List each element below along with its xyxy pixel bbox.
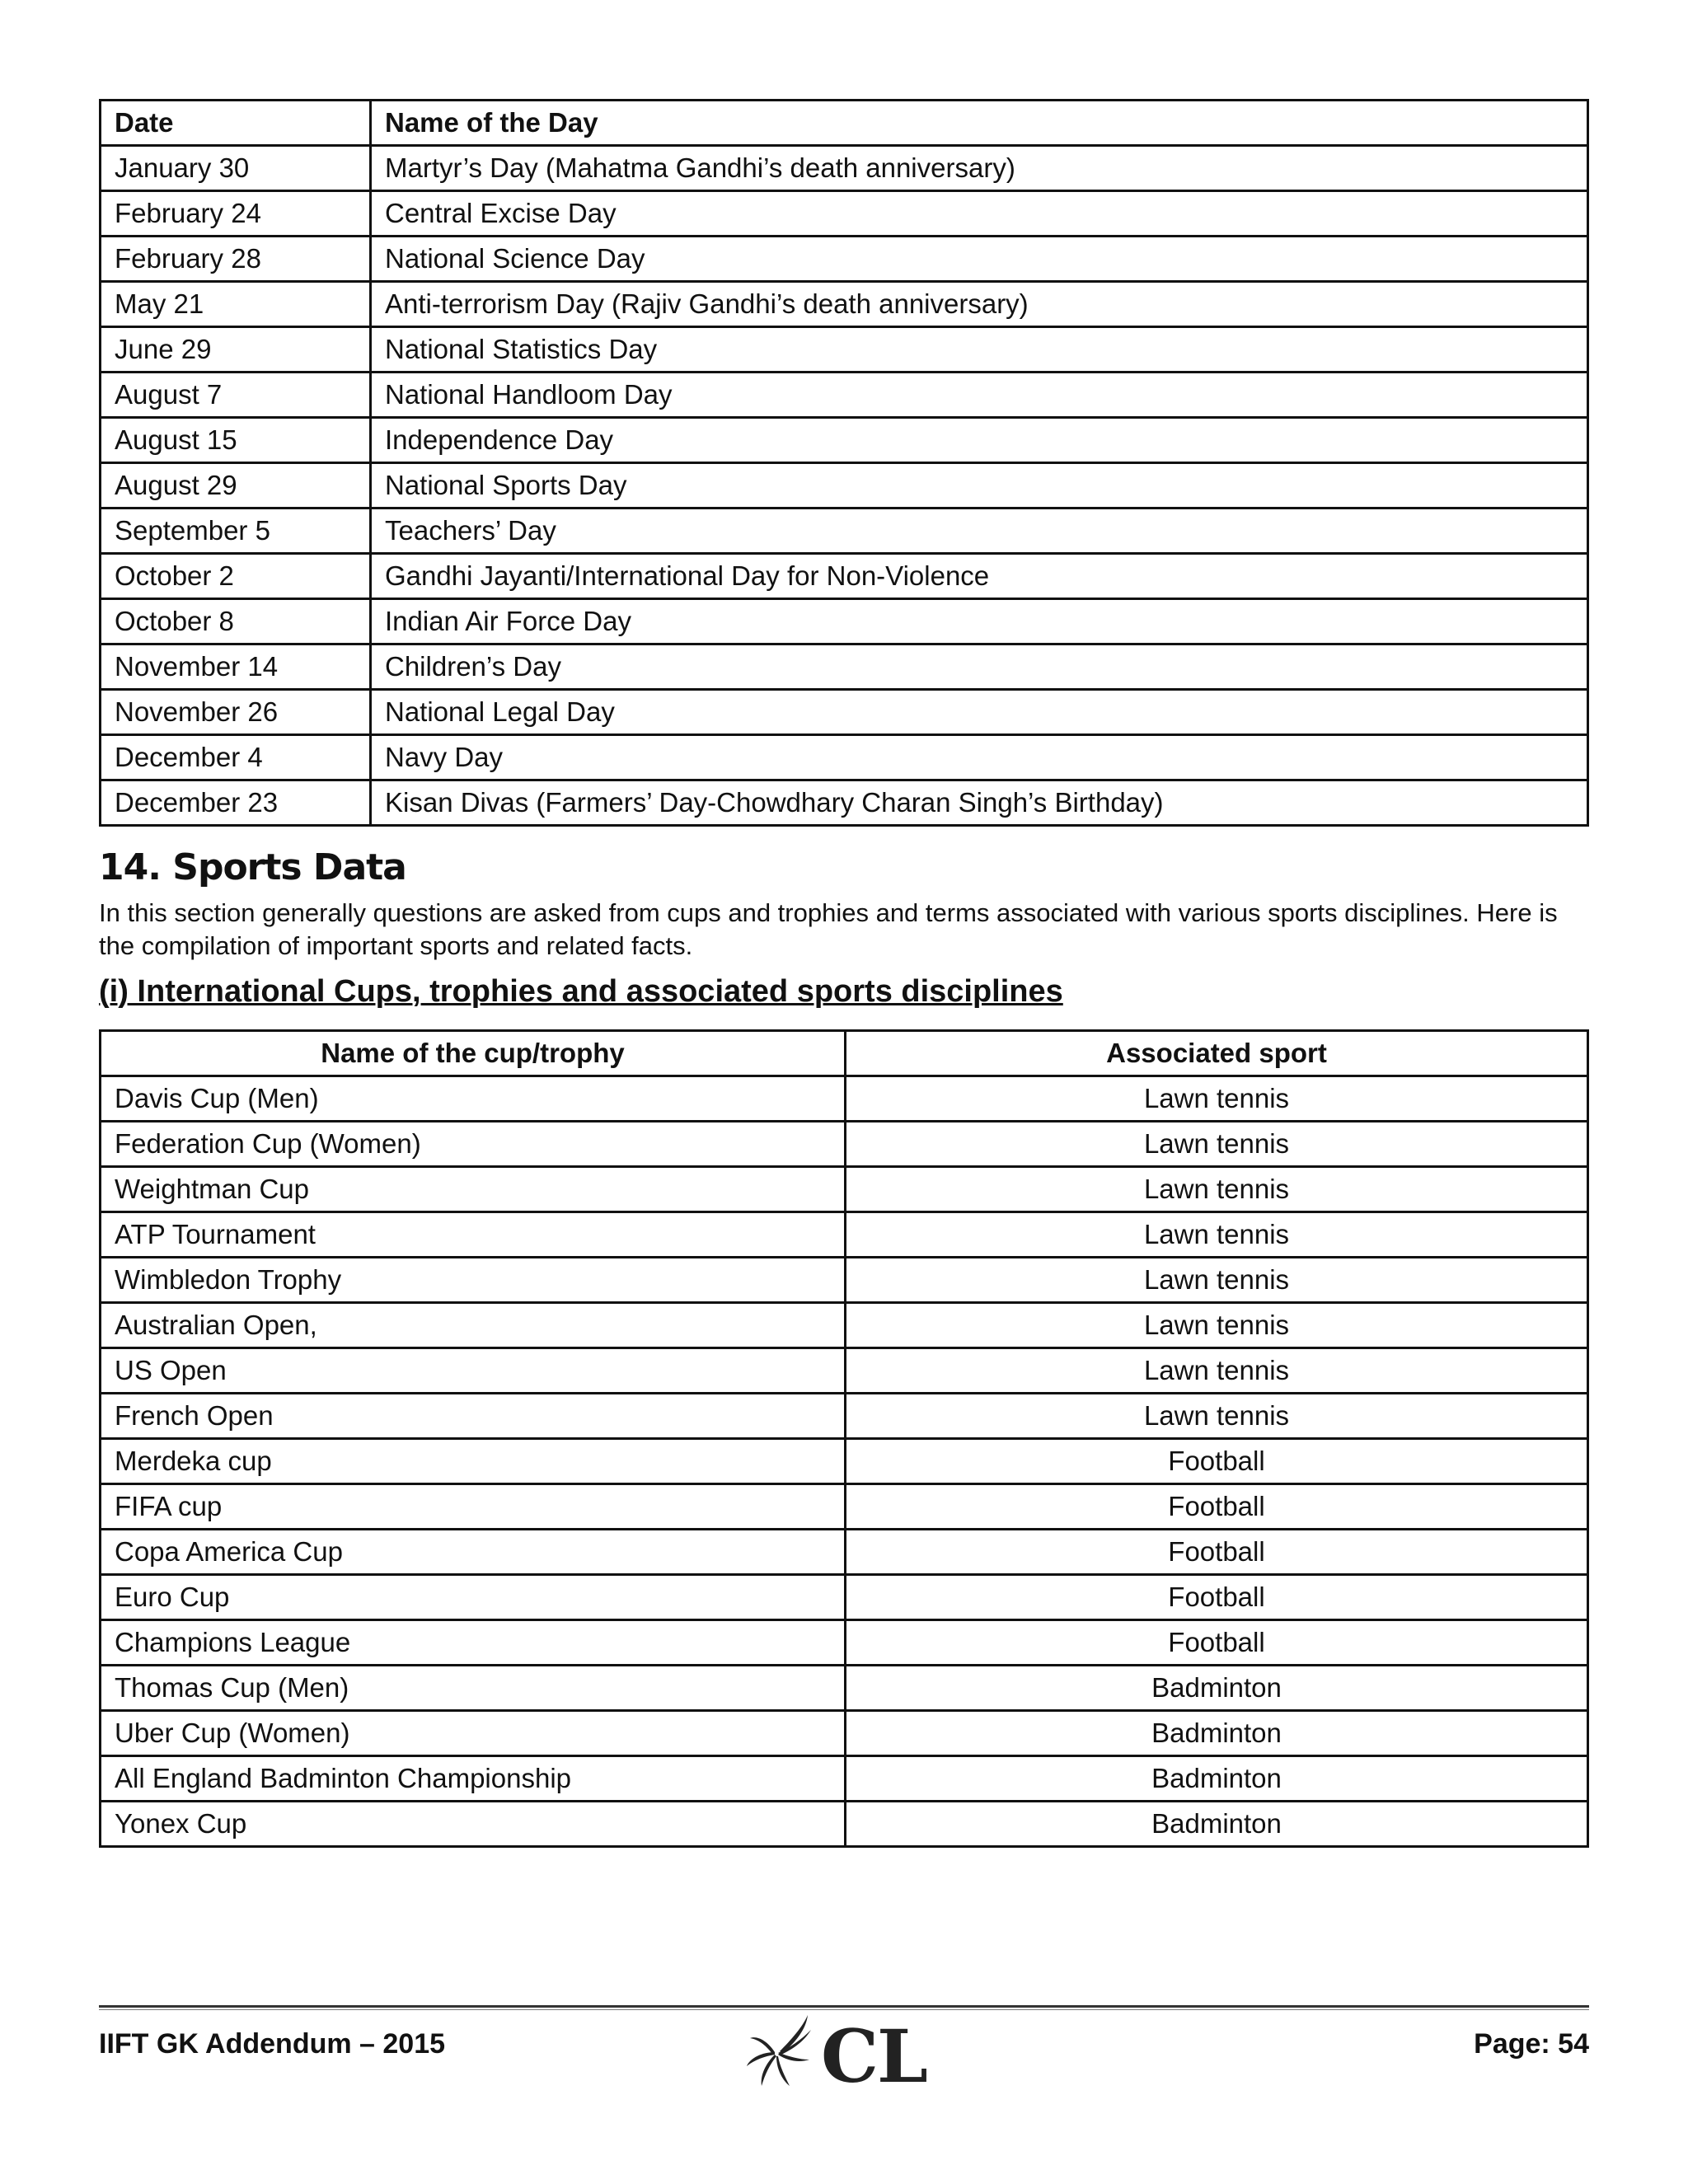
national-days-table xyxy=(99,99,1589,827)
date-cell: June 29 xyxy=(101,327,371,373)
cup-name-cell: Merdeka cup xyxy=(101,1439,846,1484)
date-cell: February 28 xyxy=(101,237,371,282)
sport-cell: Football xyxy=(846,1575,1588,1620)
cl-logo xyxy=(742,2013,926,2099)
table-row xyxy=(101,735,1588,780)
column-header-name: Name of the Day xyxy=(371,101,1588,146)
table-row xyxy=(101,191,1588,237)
section-title: 14. Sports Data xyxy=(99,846,406,888)
table-row xyxy=(101,1756,1588,1802)
date-cell: May 21 xyxy=(101,282,371,327)
sport-cell: Badminton xyxy=(846,1756,1588,1802)
sport-cell: Lawn tennis xyxy=(846,1258,1588,1303)
cup-name-cell: FIFA cup xyxy=(101,1484,846,1530)
table-row xyxy=(101,1439,1588,1484)
footer-divider xyxy=(99,2005,1589,2010)
table-header-row xyxy=(101,101,1588,146)
table-row xyxy=(101,146,1588,191)
day-name-cell: Independence Day xyxy=(371,418,1588,463)
table-row xyxy=(101,373,1588,418)
footer-title: IIFT GK Addendum – 2015 xyxy=(99,2028,446,2060)
date-cell: December 23 xyxy=(101,780,371,826)
subsection-title: (i) International Cups, trophies and associated sports disciplines xyxy=(99,974,1063,1009)
date-cell: February 24 xyxy=(101,191,371,237)
sport-cell: Badminton xyxy=(846,1711,1588,1756)
cups-trophies-table xyxy=(99,1029,1589,1848)
table-row xyxy=(101,780,1588,826)
day-name-cell: Indian Air Force Day xyxy=(371,599,1588,644)
day-name-cell: National Statistics Day xyxy=(371,327,1588,373)
table-row xyxy=(101,282,1588,327)
date-cell: September 5 xyxy=(101,509,371,554)
date-cell: October 2 xyxy=(101,554,371,599)
day-name-cell: National Science Day xyxy=(371,237,1588,282)
table-row xyxy=(101,644,1588,690)
table-row xyxy=(101,327,1588,373)
cup-name-cell: Thomas Cup (Men) xyxy=(101,1666,846,1711)
document-page xyxy=(99,99,1589,1848)
table-row xyxy=(101,1620,1588,1666)
table-row xyxy=(101,1484,1588,1530)
sport-cell: Lawn tennis xyxy=(846,1394,1588,1439)
cup-name-cell: Federation Cup (Women) xyxy=(101,1122,846,1167)
table-row xyxy=(101,1122,1588,1167)
day-name-cell: National Handloom Day xyxy=(371,373,1588,418)
sport-cell: Football xyxy=(846,1620,1588,1666)
table-row xyxy=(101,463,1588,509)
cup-name-cell: French Open xyxy=(101,1394,846,1439)
day-name-cell: Gandhi Jayanti/International Day for Non-Violence xyxy=(371,554,1588,599)
sport-cell: Lawn tennis xyxy=(846,1212,1588,1258)
cup-name-cell: Euro Cup xyxy=(101,1575,846,1620)
swirl-logo-icon xyxy=(742,2015,816,2097)
cup-name-cell: Davis Cup (Men) xyxy=(101,1076,846,1122)
table-row xyxy=(101,1348,1588,1394)
cup-name-cell: US Open xyxy=(101,1348,846,1394)
day-name-cell: Children’s Day xyxy=(371,644,1588,690)
table-row xyxy=(101,1711,1588,1756)
table-row xyxy=(101,1076,1588,1122)
table-row xyxy=(101,554,1588,599)
cup-name-cell: ATP Tournament xyxy=(101,1212,846,1258)
day-name-cell: National Sports Day xyxy=(371,463,1588,509)
cup-name-cell: Champions League xyxy=(101,1620,846,1666)
sport-cell: Lawn tennis xyxy=(846,1303,1588,1348)
section-intro: In this section generally questions are asked from cups and trophies and terms associated with various sports disciplines. Here is the compilation of important sports and related facts. xyxy=(99,898,1558,960)
table-row xyxy=(101,690,1588,735)
column-header-date: Date xyxy=(101,101,371,146)
sport-cell: Badminton xyxy=(846,1802,1588,1847)
table-row xyxy=(101,599,1588,644)
column-header-sport: Associated sport xyxy=(846,1031,1588,1076)
cup-name-cell: Australian Open, xyxy=(101,1303,846,1348)
table-row xyxy=(101,237,1588,282)
cup-name-cell: Yonex Cup xyxy=(101,1802,846,1847)
table-row xyxy=(101,1575,1588,1620)
sport-cell: Lawn tennis xyxy=(846,1348,1588,1394)
date-cell: January 30 xyxy=(101,146,371,191)
day-name-cell: Kisan Divas (Farmers’ Day-Chowdhary Charan Singh’s Birthday) xyxy=(371,780,1588,826)
table-row xyxy=(101,1530,1588,1575)
cup-name-cell: Wimbledon Trophy xyxy=(101,1258,846,1303)
table-row xyxy=(101,1212,1588,1258)
day-name-cell: Martyr’s Day (Mahatma Gandhi’s death anniversary) xyxy=(371,146,1588,191)
cup-name-cell: Copa America Cup xyxy=(101,1530,846,1575)
day-name-cell: Anti-terrorism Day (Rajiv Gandhi’s death anniversary) xyxy=(371,282,1588,327)
table-row xyxy=(101,1303,1588,1348)
date-cell: December 4 xyxy=(101,735,371,780)
table-header-row xyxy=(101,1031,1588,1076)
table-row xyxy=(101,1167,1588,1212)
table-row xyxy=(101,509,1588,554)
sport-cell: Lawn tennis xyxy=(846,1076,1588,1122)
sport-cell: Football xyxy=(846,1439,1588,1484)
sport-cell: Football xyxy=(846,1484,1588,1530)
table-row xyxy=(101,1802,1588,1847)
date-cell: October 8 xyxy=(101,599,371,644)
sport-cell: Football xyxy=(846,1530,1588,1575)
day-name-cell: National Legal Day xyxy=(371,690,1588,735)
page-footer xyxy=(99,2005,1589,2099)
day-name-cell: Navy Day xyxy=(371,735,1588,780)
sport-cell: Lawn tennis xyxy=(846,1122,1588,1167)
date-cell: August 29 xyxy=(101,463,371,509)
table-row xyxy=(101,418,1588,463)
sport-cell: Lawn tennis xyxy=(846,1167,1588,1212)
date-cell: November 26 xyxy=(101,690,371,735)
cup-name-cell: Uber Cup (Women) xyxy=(101,1711,846,1756)
table-row xyxy=(101,1394,1588,1439)
day-name-cell: Central Excise Day xyxy=(371,191,1588,237)
table-row xyxy=(101,1666,1588,1711)
table-row xyxy=(101,1258,1588,1303)
cup-name-cell: Weightman Cup xyxy=(101,1167,846,1212)
page-number: Page: 54 xyxy=(1474,2028,1589,2060)
logo-text: CL xyxy=(821,2013,926,2099)
date-cell: August 7 xyxy=(101,373,371,418)
date-cell: November 14 xyxy=(101,644,371,690)
sport-cell: Badminton xyxy=(846,1666,1588,1711)
cup-name-cell: All England Badminton Championship xyxy=(101,1756,846,1802)
column-header-cup: Name of the cup/trophy xyxy=(101,1031,846,1076)
day-name-cell: Teachers’ Day xyxy=(371,509,1588,554)
date-cell: August 15 xyxy=(101,418,371,463)
